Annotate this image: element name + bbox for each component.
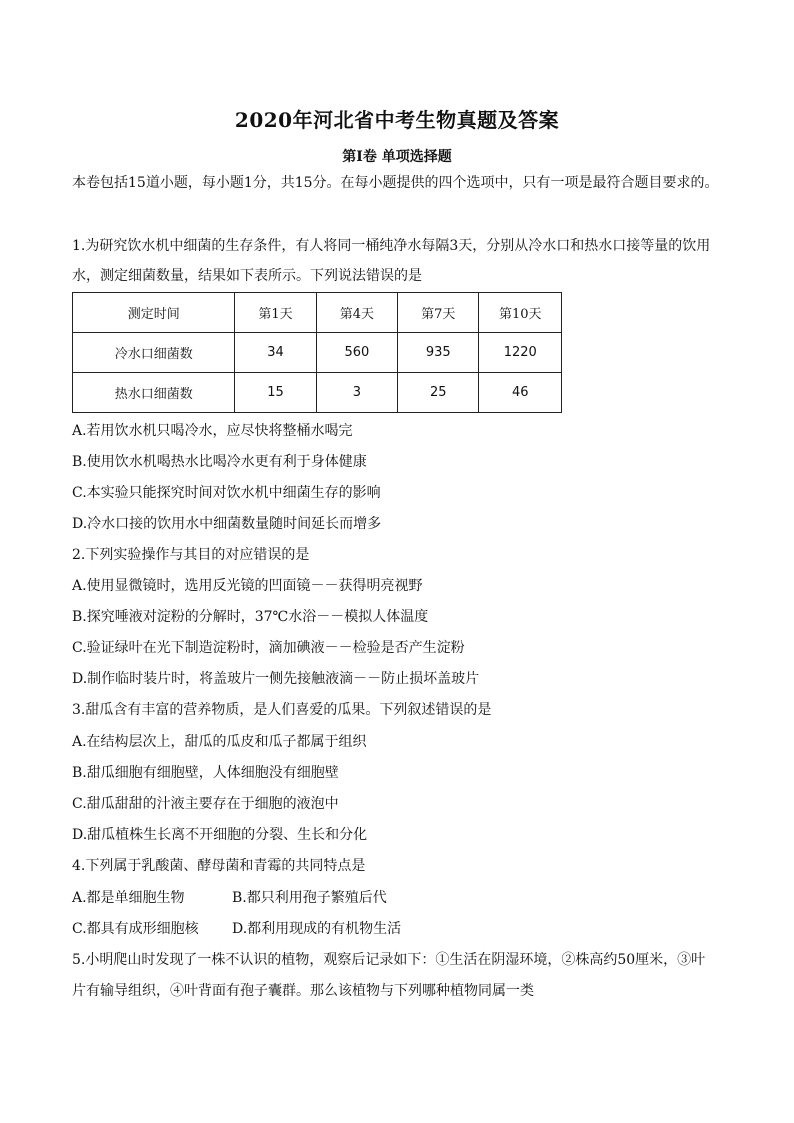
table-cell: 冷水口细菌数 — [73, 333, 235, 373]
q1-option-b: B.使用饮水机喝热水比喝冷水更有利于身体健康 — [72, 454, 367, 470]
q3-option-c: C.甜瓜甜甜的汁液主要存在于细胞的液泡中 — [72, 796, 339, 812]
table-header: 第10天 — [479, 293, 562, 333]
q4-option-b: B.都只利用孢子繁殖后代 — [232, 890, 387, 906]
table-cell: 46 — [479, 373, 562, 413]
q2-option-b: B.探究唾液对淀粉的分解时，37℃水浴－－模拟人体温度 — [72, 609, 429, 625]
q2-option-d: D.制作临时装片时，将盖玻片一侧先接触液滴－－防止损坏盖玻片 — [72, 671, 480, 687]
table-cell: 935 — [398, 333, 479, 373]
q5-stem-line2: 片有输导组织，④叶背面有孢子囊群。那么该植物与下列哪种植物同属一类 — [72, 983, 534, 999]
table-cell: 34 — [235, 333, 316, 373]
table-row — [73, 373, 562, 413]
q4-stem: 4.下列属于乳酸菌、酵母菌和青霉的共同特点是 — [72, 858, 366, 874]
table-cell: 25 — [398, 373, 479, 413]
table-cell: 15 — [235, 373, 316, 413]
table-header: 第4天 — [316, 293, 397, 333]
q5-stem-line1: 5.小明爬山时发现了一株不认识的植物，观察后记录如下：①生活在阴湿环境，②株高约50厘米，③叶 — [72, 952, 706, 968]
table-cell: 3 — [316, 373, 397, 413]
table-header: 测定时间 — [73, 293, 235, 333]
table-cell: 1220 — [479, 333, 562, 373]
q3-option-a: A.在结构层次上，甜瓜的瓜皮和瓜子都属于组织 — [72, 734, 367, 750]
q4-option-c: C.都具有成形细胞核 — [72, 921, 199, 937]
table-cell: 热水口细菌数 — [73, 373, 235, 413]
q4-option-a: A.都是单细胞生物 — [72, 890, 185, 906]
section-title: 第Ⅰ卷 单项选择题 — [342, 149, 452, 165]
table-header: 第7天 — [398, 293, 479, 333]
q1-option-d: D.冷水口接的饮用水中细菌数量随时间延长而增多 — [72, 516, 382, 532]
q2-option-a: A.使用显微镜时，选用反光镜的凹面镜－－获得明亮视野 — [72, 578, 423, 594]
q3-stem: 3.甜瓜含有丰富的营养物质，是人们喜爱的瓜果。下列叙述错误的是 — [72, 702, 492, 718]
page-title: 2020年河北省中考生物真题及答案 — [234, 108, 560, 132]
table-row — [73, 333, 562, 373]
q4-option-d: D.都利用现成的有机物生活 — [232, 921, 402, 937]
q1-stem-line2: 水，测定细菌数量，结果如下表所示。下列说法错误的是 — [72, 268, 422, 284]
q1-option-a: A.若用饮水机只喝冷水，应尽快将整桶水喝完 — [72, 423, 353, 439]
q3-option-d: D.甜瓜植株生长离不开细胞的分裂、生长和分化 — [72, 827, 368, 843]
q1-option-c: C.本实验只能探究时间对饮水机中细菌生存的影响 — [72, 485, 381, 501]
table-header-row — [73, 293, 562, 333]
bacteria-count-table — [72, 292, 562, 413]
q3-option-b: B.甜瓜细胞有细胞壁，人体细胞没有细胞壁 — [72, 765, 339, 781]
intro-text: 本卷包括15道小题，每小题1分，共15分。在每小题提供的四个选项中，只有一项是最符合题目要求的。 — [72, 175, 719, 191]
q2-stem: 2.下列实验操作与其目的对应错误的是 — [72, 547, 310, 563]
table-header: 第1天 — [235, 293, 316, 333]
table-cell: 560 — [316, 333, 397, 373]
q1-stem-line1: 1.为研究饮水机中细菌的生存条件，有人将同一桶纯净水每隔3天，分别从冷水口和热水口接等量的饮用 — [72, 238, 711, 254]
q2-option-c: C.验证绿叶在光下制造淀粉时，滴加碘液－－检验是否产生淀粉 — [72, 640, 465, 656]
